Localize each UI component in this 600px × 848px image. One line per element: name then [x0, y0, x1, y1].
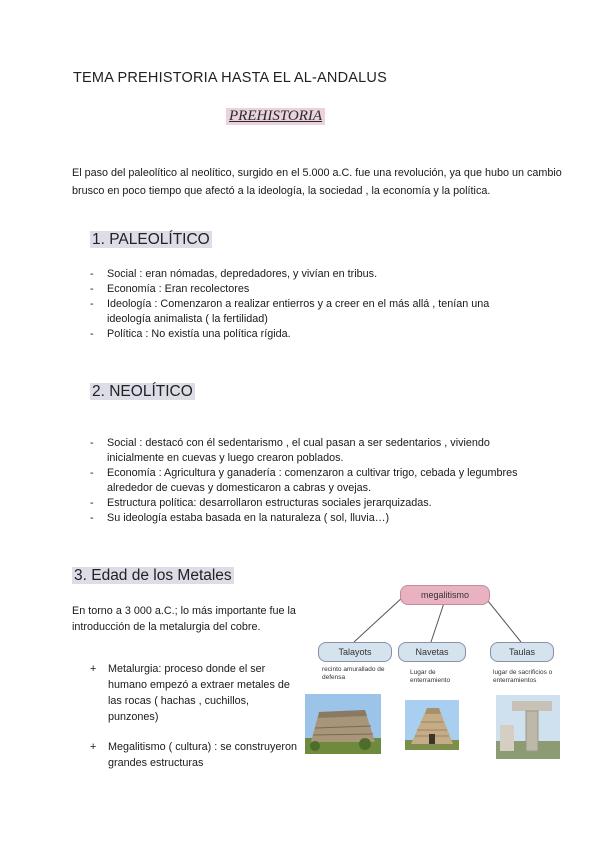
diagram-node-taulas: Taulas [490, 642, 554, 662]
dash-marker: - [90, 497, 94, 509]
caption-taulas: lugar de sacrificios o enterramientos [493, 669, 553, 684]
list-item-text: Metalurgia: proceso donde el ser humano empezó a extraer metales de las rocas ( hachas , cuchillos, punzones) [108, 663, 290, 723]
list-item [90, 282, 520, 297]
plus-marker: + [90, 741, 97, 753]
list-item [90, 267, 520, 282]
connector-line [484, 596, 521, 642]
dash-marker: - [90, 328, 94, 340]
list-item [90, 496, 520, 511]
section-subtitle: PREHISTORIA [226, 108, 325, 125]
list-item [90, 661, 300, 725]
naveta-illustration [405, 700, 459, 750]
dash-marker: - [90, 268, 94, 280]
plus-marker: + [90, 663, 97, 675]
dash-marker: - [90, 298, 94, 310]
metales-intro: En torno a 3 000 a.C.; lo más importante fue la introducción de la metalurgia del cobre. [72, 605, 296, 633]
taula-illustration [496, 695, 560, 759]
dash-marker: - [90, 437, 94, 449]
list-item [90, 739, 300, 771]
list-item [90, 436, 520, 466]
list-item-text: Estructura política: desarrollaron estructuras sociales jerarquizadas. [107, 497, 432, 509]
list-item-text: Social : destacó con él sedentarismo , el cual pasan a ser sedentarios , viviendo inicialmente en cuevas y luego crearon poblados. [107, 437, 490, 464]
list-item [90, 297, 520, 327]
dash-marker: - [90, 512, 94, 524]
neolitico-list [90, 436, 520, 526]
diagram-node-navetas: Navetas [398, 642, 466, 662]
connector-line [354, 596, 404, 642]
intro-paragraph: El paso del paleolítico al neolítico, surgido en el 5.000 a.C. fue una revolución, ya que hubo un cambio brusco en poco tiempo que afectó a la ideología, la sociedad , la economía y la política. [72, 167, 562, 197]
naveta-photo [405, 700, 459, 750]
diagram-root-node: megalitismo [400, 585, 490, 605]
megalitismo-diagram [300, 578, 590, 768]
list-item [90, 511, 520, 526]
list-item [90, 466, 520, 496]
heading-paleolitico [90, 231, 212, 249]
heading-neolitico [90, 383, 195, 401]
list-item-text: Ideología : Comenzaron a realizar entierros y a creer en el más allá , tenían una ideología animalista ( la fertilidad) [107, 298, 490, 325]
list-item-text: Economía : Eran recolectores [107, 283, 250, 295]
metales-list [90, 661, 300, 785]
heading-neolitico-text: 2. NEOLÍTICO [92, 383, 193, 400]
caption-navetas: Lugar de enterramiento [410, 669, 451, 684]
heading-metales [72, 567, 234, 585]
list-item-text: Social : eran nómadas, depredadores, y vivían en tribus. [107, 268, 378, 280]
talayot-illustration [305, 694, 381, 754]
list-item-text: Economía : Agricultura y ganadería : comenzaron a cultivar trigo, cebada y legumbres alrededor de cuevas y domesticaron a cabras y ovejas. [107, 467, 518, 494]
heading-metales-text: 3. Edad de los Metales [74, 567, 232, 584]
paleolitico-list [90, 267, 520, 342]
caption-talayots: recinto amurallado de defensa [322, 666, 385, 681]
dash-marker: - [90, 283, 94, 295]
list-item [90, 327, 520, 342]
list-item-text: Megalitismo ( cultura) : se construyeron grandes estructuras [108, 741, 298, 769]
dash-marker: - [90, 467, 94, 479]
list-item-text: Su ideología estaba basada en la naturaleza ( sol, lluvia…) [107, 512, 390, 524]
diagram-node-talayots: Talayots [318, 642, 392, 662]
taula-photo [496, 695, 560, 759]
document-title: TEMA PREHISTORIA HASTA EL AL-ANDALUS [73, 70, 387, 86]
connector-line [431, 603, 444, 642]
heading-paleolitico-text: 1. PALEOLÍTICO [92, 231, 210, 248]
talayot-photo [305, 694, 381, 754]
list-item-text: Política : No existía una política rígida. [107, 328, 291, 340]
